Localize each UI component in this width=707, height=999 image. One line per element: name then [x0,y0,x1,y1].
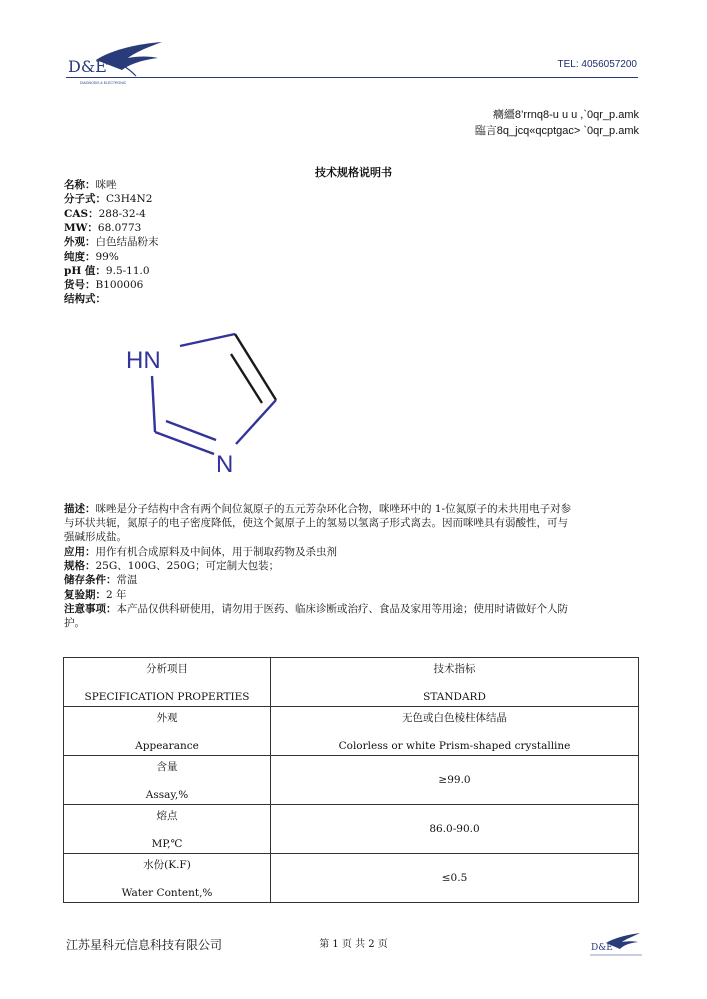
field-value: 白色结晶粉末 [95,236,159,248]
bond-c5-c4 [235,334,276,400]
row-standard-value: ≥99.0 [438,774,471,786]
field-mw [64,221,141,235]
table-header-item [64,658,271,707]
table-header-row [64,658,639,707]
field-label: 外观： [64,236,96,248]
field-value: 咪唑 [95,179,117,191]
field-value: 288-32-4 [98,208,146,220]
row-standard-cn: 无色或白色棱柱体结晶 [402,712,507,724]
table-row [64,756,639,805]
header-garbled-line-1: 癵繮8’rrnq8-u u u ,`0qr_p.amk [492,109,639,121]
description-label: 描述： [64,503,96,515]
spec [64,559,279,573]
row-item-en: Appearance [135,740,199,752]
storage-label: 储存条件： [64,574,117,586]
header-standard-cn: 技术指标 [433,663,476,675]
footer-logo-text: D&E [591,943,613,953]
field-cas [64,207,146,221]
row-standard [271,756,639,805]
row-item [64,854,271,903]
usage-label: 应用： [64,546,96,558]
row-item-en: Water Content,% [121,887,213,899]
field-value: C3H4N2 [106,193,153,205]
field-appearance [64,235,159,249]
field-label: pH 值： [64,265,106,277]
n-label: N [216,451,234,478]
field-value: 9.5-11.0 [105,265,150,277]
table-row [64,854,639,903]
retest-label: 复验期： [64,589,106,601]
header-item-en: SPECIFICATION PROPERTIES [84,691,250,703]
description-line-3: 强碱形成盐。 [64,531,127,544]
field-value: 99% [95,251,119,263]
document-title: 技术规格说明书 [315,166,392,179]
usage [64,545,337,559]
storage-value: 常温 [116,574,138,586]
header-tel: TEL: 4056057200 [557,59,637,70]
field-label: 分子式： [64,193,106,205]
header-item-cn: 分析项目 [146,663,188,675]
row-standard [271,854,639,903]
usage-value: 用作有机合成原料及中间体，用于制取药物及杀虫剂 [95,546,337,558]
field-label: CAS： [64,208,99,220]
field-value: B100006 [95,279,144,291]
row-item-cn: 含量 [156,761,178,773]
row-standard-value: 86.0-90.0 [429,823,480,835]
header-standard-en: STANDARD [423,691,486,703]
row-item-en: MP,℃ [151,838,183,850]
row-standard-value: ≤0.5 [441,872,468,884]
bond-c2-n1 [152,376,155,432]
page-number: 第 1 页 共 2 页 [319,939,388,950]
notice-line-2: 护。 [64,617,85,630]
retest-value: 2 年 [106,589,127,601]
storage [64,573,138,587]
logo-subtext: DIAGNOSIS & ELECTRONIC [80,81,127,85]
table-header-standard [271,658,639,707]
table-row [64,805,639,854]
row-item-cn: 熔点 [156,810,178,822]
notice [64,602,644,630]
field-structure [64,292,106,306]
row-item [64,756,271,805]
spec-table [63,657,639,903]
bond-c5-c4-double [231,354,262,403]
field-purity [64,250,119,264]
row-item-en: Assay,% [145,789,189,801]
description [64,502,644,545]
field-formula [64,192,152,206]
row-item-cn: 水份(K.F) [143,859,191,871]
table-row [64,707,639,756]
footer-logo [590,932,642,960]
row-standard-en: Colorless or white Prism-shaped crystalline [338,740,571,752]
footer-company: 江苏星科元信息科技有限公司 [66,938,223,952]
field-label: 结构式： [64,293,106,305]
field-ph [64,264,150,278]
field-label: 货号： [64,279,96,291]
bond-c4-n3 [236,400,276,444]
description-line-2: 与环状共轭，氮原子的电子密度降低，使这个氮原子上的氢易以氢离子形式离去。因而咪唑具有弱酸性，可与 [64,517,568,530]
field-label: MW： [64,222,98,234]
imidazole-structure [110,320,310,480]
description-line-1: 咪唑是分子结构中含有两个间位氮原子的五元芳杂环化合物，咪唑环中的 1-位氮原子的未共用电子对参 [95,503,572,515]
company-logo [66,40,166,88]
header-divider [66,77,638,78]
row-item [64,805,271,854]
logo-text: D&E [68,57,107,76]
header-garbled-line-2: 臨言8q_jcq«qcptgac> `0qr_p.amk [474,125,639,137]
notice-label: 注意事项： [64,603,117,615]
row-item-cn: 外观 [156,712,178,724]
spec-label: 规格： [64,560,96,572]
row-standard [271,707,639,756]
bond-n1-c5 [180,334,235,346]
spec-value: 25G、100G、250G；可定制大包装； [95,560,280,572]
notice-line-1: 本产品仅供科研使用，请勿用于医药、临床诊断或治疗、食品及家用等用途；使用时请做好个人防 [116,603,568,615]
row-standard [271,805,639,854]
field-value: 68.0773 [97,222,142,234]
field-name [64,178,117,192]
retest [64,588,127,602]
field-label: 纯度： [64,251,96,263]
field-label: 名称： [64,179,96,191]
field-catalog [64,278,143,292]
hn-label: HN [126,347,161,374]
row-item [64,707,271,756]
bond-n3-c2-double [166,421,216,440]
